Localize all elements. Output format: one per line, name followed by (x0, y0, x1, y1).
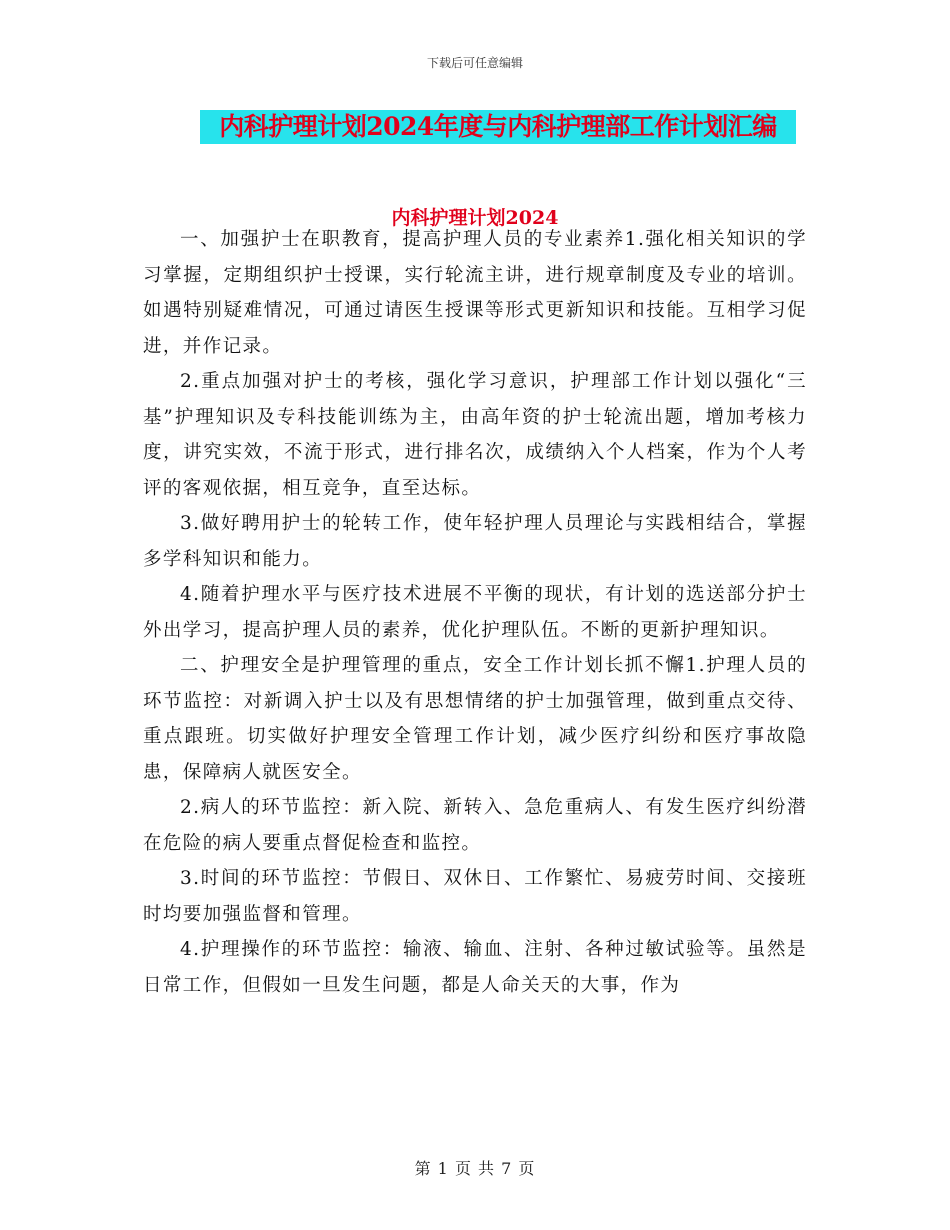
paragraph: 3.时间的环节监控：节假日、双休日、工作繁忙、易疲劳时间、交接班时均要加强监督和管理。 (143, 868, 807, 925)
section-title: 内科护理计划2024 (391, 207, 559, 229)
page-footer: 第 1 页 共 7 页 (414, 1159, 536, 1178)
paragraph: 2.病人的环节监控：新入院、新转入、急危重病人、有发生医疗纠纷潜在危险的病人要重点督促检查和监控。 (143, 797, 807, 854)
paragraph: 二、护理安全是护理管理的重点，安全工作计划长抓不懈1.护理人员的环节监控：对新调入护士以及有思想情绪的护士加强管理，做到重点交待、重点跟班。切实做好护理安全管理工作计划，减少医疗纠纷和医疗事故隐患，保障病人就医安全。 (143, 655, 807, 783)
paragraph: 4.护理操作的环节监控：输液、输血、注射、各种过敏试验等。虽然是日常工作，但假如一旦发生问题，都是人命关天的大事，作为 (143, 939, 807, 996)
paragraph: 4.随着护理水平与医疗技术进展不平衡的现状，有计划的选送部分护士外出学习，提高护理人员的素养，优化护理队伍。不断的更新护理知识。 (143, 584, 807, 641)
paragraph: 2.重点加强对护士的考核，强化学习意识，护理部工作计划以强化“三基”护理知识及专科技能训练为主，由高年资的护士轮流出题，增加考核力度，讲究实效，不流于形式，进行排名次，成绩纳入个人档案，作为个人考评的客观依据，相互竞争，直至达标。 (143, 371, 807, 499)
main-title-container (200, 110, 796, 144)
document-body (143, 222, 807, 1003)
main-title: 内科护理计划2024年度与内科护理部工作计划汇编 (200, 110, 796, 144)
paragraph: 一、加强护士在职教育，提高护理人员的专业素养1.强化相关知识的学习掌握，定期组织护士授课，实行轮流主讲，进行规章制度及专业的培训。如遇特别疑难情况，可通过请医生授课等形式更新知识和技能。互相学习促进，并作记录。 (143, 229, 807, 357)
header-note: 下载后可任意编辑 (426, 56, 523, 70)
paragraph: 3.做好聘用护士的轮转工作，使年轻护理人员理论与实践相结合，掌握多学科知识和能力。 (143, 513, 807, 570)
